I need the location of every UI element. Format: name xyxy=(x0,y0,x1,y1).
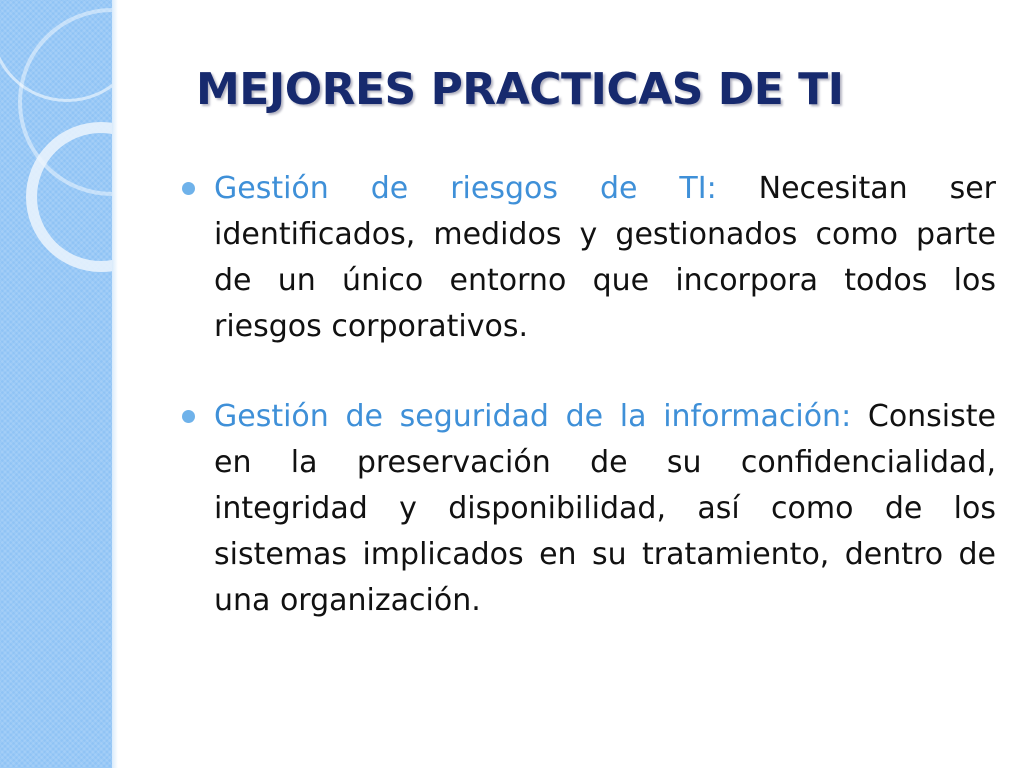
bullet-text: Necesitan ser identificados, medidos y gestionados como parte de un único entorno que incorpora todos los riesgos corporativos. xyxy=(214,171,996,344)
bullet-list xyxy=(170,166,996,668)
bullet-dot-icon xyxy=(182,182,195,195)
decorative-sidebar xyxy=(0,0,112,768)
slide-title: MEJORES PRACTICAS DE TI xyxy=(196,64,844,115)
bullet-dot-icon xyxy=(182,410,195,423)
sidebar-edge xyxy=(112,0,118,768)
bullet-text: Consiste en la preservación de su confidencialidad, integridad y disponibilidad, así como de los sistemas implicados en su tratamiento, dentro de una organización. xyxy=(214,399,996,618)
bullet-lead: Gestión de riesgos de TI: xyxy=(214,171,717,206)
bullet-lead: Gestión de seguridad de la información: xyxy=(214,399,852,434)
bullet-item-riesgos xyxy=(170,166,996,350)
bullet-item-seguridad xyxy=(170,394,996,624)
